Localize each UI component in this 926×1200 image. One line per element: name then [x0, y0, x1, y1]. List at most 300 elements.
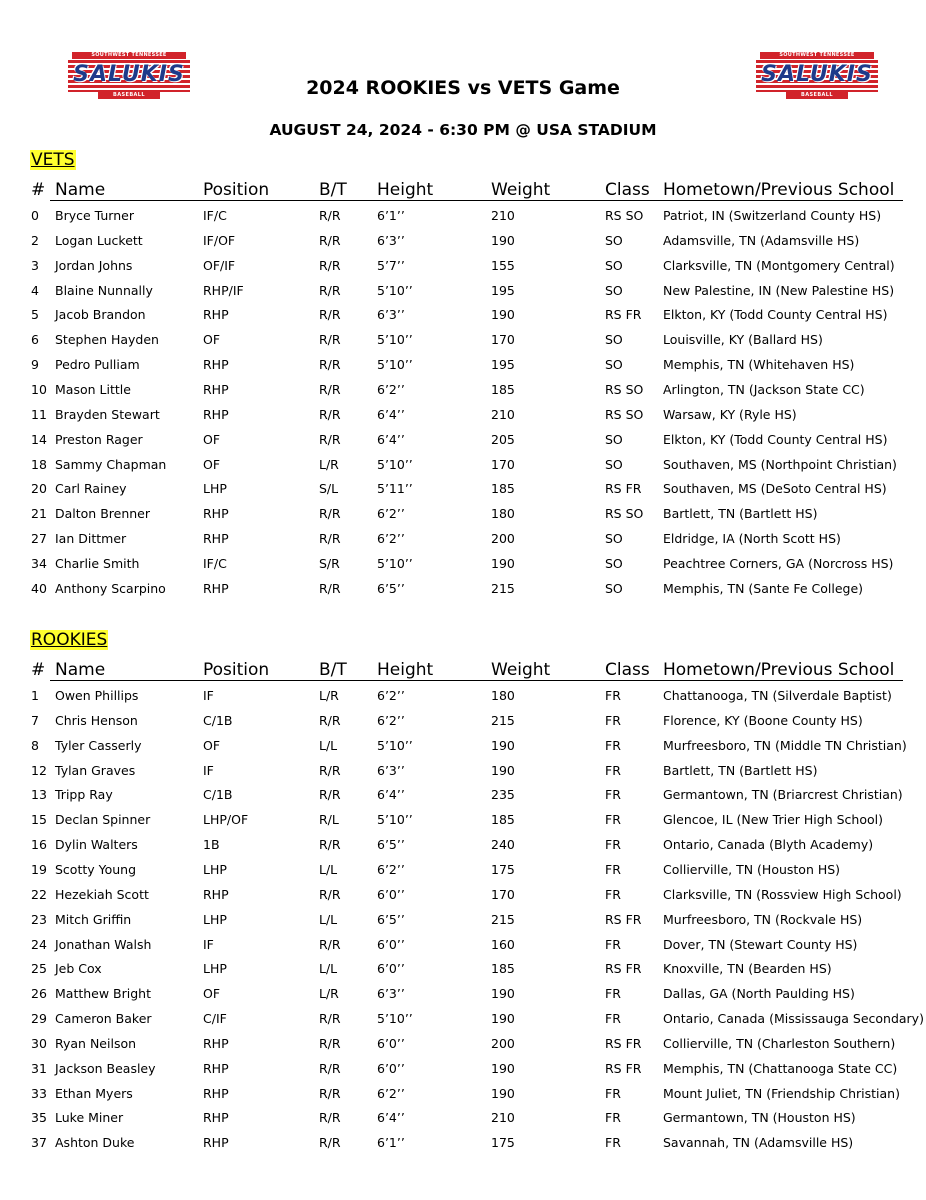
logo-arc-text: SOUTHWEST TENNESSEE — [72, 52, 186, 59]
table-row — [0, 208, 926, 228]
cell-wt: 190 — [491, 1060, 515, 1076]
cell-wt: 155 — [491, 257, 515, 273]
cell-home: Louisville, KY (Ballard HS) — [663, 332, 823, 348]
cell-wt: 170 — [491, 886, 515, 902]
cell-cls: SO — [605, 257, 623, 273]
cell-num: 22 — [31, 886, 47, 902]
cell-ht: 6’0’’ — [377, 886, 405, 902]
table-row — [0, 407, 926, 427]
cell-wt: 185 — [491, 381, 515, 397]
table-row — [0, 457, 926, 477]
table-row — [0, 506, 926, 526]
cell-ht: 5’10’’ — [377, 357, 413, 373]
cell-num: 31 — [31, 1060, 47, 1076]
cell-home: Murfreesboro, TN (Rockvale HS) — [663, 911, 863, 927]
cell-pos: IF/OF — [203, 232, 236, 248]
cell-num: 25 — [31, 961, 47, 977]
table-row — [0, 481, 926, 501]
cell-name: Jordan Johns — [55, 257, 133, 273]
cell-pos: RHP/IF — [203, 282, 244, 298]
cell-name: Jonathan Walsh — [55, 936, 152, 952]
cell-name: Pedro Pulliam — [55, 357, 140, 373]
cell-num: 6 — [31, 332, 39, 348]
cell-wt: 240 — [491, 837, 515, 853]
cell-home: Collierville, TN (Houston HS) — [663, 861, 841, 877]
cell-name: Jacob Brandon — [55, 307, 146, 323]
table-row — [0, 233, 926, 253]
cell-ht: 6’1’’ — [377, 208, 405, 223]
header-num: # — [31, 180, 46, 200]
cell-num: 14 — [31, 431, 47, 447]
cell-bt: R/R — [319, 762, 341, 778]
table-row — [0, 307, 926, 327]
cell-home: Southaven, MS (Northpoint Christian) — [663, 456, 897, 472]
header-position: Position — [203, 660, 270, 680]
cell-ht: 6’3’’ — [377, 762, 405, 778]
cell-cls: RS SO — [605, 406, 644, 422]
cell-wt: 190 — [491, 762, 515, 778]
cell-ht: 5’7’’ — [377, 257, 405, 273]
cell-ht: 5’11’’ — [377, 481, 413, 497]
cell-bt: R/R — [319, 886, 341, 902]
cell-ht: 6’2’’ — [377, 506, 405, 522]
cell-num: 40 — [31, 580, 47, 596]
cell-pos: RHP — [203, 357, 229, 373]
cell-bt: L/L — [319, 911, 338, 927]
table-row — [0, 986, 926, 1006]
cell-home: Clarksville, TN (Rossview High School) — [663, 886, 902, 902]
cell-num: 10 — [31, 381, 47, 397]
header-bt: B/T — [319, 660, 347, 680]
cell-cls: SO — [605, 282, 623, 298]
cell-pos: RHP — [203, 406, 229, 422]
table-row — [0, 357, 926, 377]
cell-pos: IF/C — [203, 208, 227, 223]
cell-pos: RHP — [203, 580, 229, 596]
table-row — [0, 837, 926, 857]
cell-home: Arlington, TN (Jackson State CC) — [663, 381, 865, 397]
cell-cls: SO — [605, 555, 623, 571]
header-home: Hometown/Previous School — [663, 660, 895, 680]
cell-cls: FR — [605, 1085, 621, 1101]
cell-bt: S/L — [319, 481, 339, 497]
cell-pos: LHP — [203, 961, 227, 977]
cell-name: Logan Luckett — [55, 232, 143, 248]
cell-cls: RS FR — [605, 961, 642, 977]
cell-name: Anthony Scarpino — [55, 580, 166, 596]
cell-bt: R/R — [319, 787, 341, 803]
table-row — [0, 1086, 926, 1106]
cell-num: 34 — [31, 555, 47, 571]
cell-name: Matthew Bright — [55, 986, 152, 1002]
cell-home: Germantown, TN (Houston HS) — [663, 1110, 856, 1126]
cell-wt: 210 — [491, 208, 515, 223]
cell-name: Dylin Walters — [55, 837, 138, 853]
cell-pos: OF — [203, 431, 221, 447]
cell-ht: 6’5’’ — [377, 837, 405, 853]
cell-home: Memphis, TN (Sante Fe College) — [663, 580, 864, 596]
cell-bt: R/R — [319, 406, 341, 422]
cell-home: Bartlett, TN (Bartlett HS) — [663, 762, 818, 778]
cell-wt: 210 — [491, 406, 515, 422]
cell-home: Elkton, KY (Todd County Central HS) — [663, 307, 888, 323]
cell-wt: 180 — [491, 688, 515, 703]
table-row — [0, 1135, 926, 1155]
cell-cls: RS FR — [605, 307, 642, 323]
cell-name: Carl Rainey — [55, 481, 127, 497]
cell-name: Ashton Duke — [55, 1135, 135, 1151]
cell-num: 27 — [31, 531, 47, 547]
cell-cls: SO — [605, 332, 623, 348]
cell-pos: IF — [203, 936, 214, 952]
cell-home: Eldridge, IA (North Scott HS) — [663, 531, 841, 547]
cell-name: Bryce Turner — [55, 208, 134, 223]
cell-num: 20 — [31, 481, 47, 497]
cell-num: 1 — [31, 688, 39, 703]
cell-home: Peachtree Corners, GA (Norcross HS) — [663, 555, 894, 571]
cell-wt: 215 — [491, 911, 515, 927]
cell-ht: 5’10’’ — [377, 456, 413, 472]
cell-name: Blaine Nunnally — [55, 282, 153, 298]
header-num: # — [31, 660, 46, 680]
table-header-rookies — [0, 660, 926, 682]
table-row — [0, 1036, 926, 1056]
cell-name: Cameron Baker — [55, 1011, 152, 1027]
cell-cls: SO — [605, 232, 623, 248]
page-title: 2024 ROOKIES vs VETS Game — [306, 77, 620, 99]
cell-bt: R/R — [319, 357, 341, 373]
cell-pos: OF — [203, 737, 221, 753]
cell-wt: 185 — [491, 812, 515, 828]
cell-name: Tylan Graves — [55, 762, 136, 778]
cell-ht: 6’0’’ — [377, 1035, 405, 1051]
cell-bt: L/L — [319, 737, 338, 753]
cell-name: Mitch Griffin — [55, 911, 132, 927]
cell-num: 3 — [31, 257, 39, 273]
table-row — [0, 812, 926, 832]
cell-ht: 5’10’’ — [377, 1011, 413, 1027]
cell-pos: RHP — [203, 1085, 229, 1101]
cell-cls: FR — [605, 762, 621, 778]
cell-bt: R/R — [319, 381, 341, 397]
cell-pos: OF — [203, 986, 221, 1002]
cell-cls: FR — [605, 812, 621, 828]
table-row — [0, 887, 926, 907]
table-row — [0, 556, 926, 576]
cell-pos: OF — [203, 332, 221, 348]
cell-wt: 190 — [491, 555, 515, 571]
cell-bt: R/R — [319, 580, 341, 596]
cell-pos: RHP — [203, 307, 229, 323]
cell-home: Ontario, Canada (Blyth Academy) — [663, 837, 874, 853]
cell-home: Murfreesboro, TN (Middle TN Christian) — [663, 737, 907, 753]
cell-wt: 185 — [491, 961, 515, 977]
cell-name: Stephen Hayden — [55, 332, 159, 348]
cell-pos: C/1B — [203, 787, 233, 803]
cell-home: Warsaw, KY (Ryle HS) — [663, 406, 797, 422]
cell-ht: 6’3’’ — [377, 307, 405, 323]
cell-cls: RS SO — [605, 381, 644, 397]
cell-wt: 200 — [491, 1035, 515, 1051]
cell-pos: C/1B — [203, 712, 233, 728]
cell-wt: 210 — [491, 1110, 515, 1126]
header-weight: Weight — [491, 180, 551, 200]
cell-num: 8 — [31, 737, 39, 753]
cell-bt: R/R — [319, 332, 341, 348]
cell-bt: L/R — [319, 688, 339, 703]
cell-wt: 190 — [491, 232, 515, 248]
cell-bt: R/R — [319, 531, 341, 547]
cell-name: Brayden Stewart — [55, 406, 160, 422]
cell-wt: 190 — [491, 986, 515, 1002]
cell-cls: SO — [605, 531, 623, 547]
cell-cls: FR — [605, 886, 621, 902]
cell-num: 0 — [31, 208, 39, 223]
cell-name: Ethan Myers — [55, 1085, 133, 1101]
cell-name: Ian Dittmer — [55, 531, 127, 547]
cell-home-wrap — [663, 1011, 924, 1026]
cell-ht: 6’2’’ — [377, 861, 405, 877]
cell-bt: R/R — [319, 208, 341, 223]
cell-num: 15 — [31, 812, 47, 828]
header-position: Position — [203, 180, 270, 200]
cell-bt: R/R — [319, 282, 341, 298]
table-row — [0, 382, 926, 402]
cell-pos: RHP — [203, 886, 229, 902]
cell-name: Luke Miner — [55, 1110, 124, 1126]
table-row — [0, 332, 926, 352]
cell-home: New Palestine, IN (New Palestine HS) — [663, 282, 895, 298]
cell-cls: RS SO — [605, 208, 644, 223]
cell-ht: 6’3’’ — [377, 986, 405, 1002]
cell-wt: 195 — [491, 357, 515, 373]
table-row — [0, 961, 926, 981]
cell-home: Germantown, TN (Briarcrest Christian) — [663, 787, 903, 803]
cell-home: Adamsville, TN (Adamsville HS) — [663, 232, 860, 248]
cell-num: 30 — [31, 1035, 47, 1051]
cell-pos: RHP — [203, 506, 229, 522]
header-class: Class — [605, 660, 650, 680]
cell-ht: 6’2’’ — [377, 688, 405, 703]
cell-pos: RHP — [203, 381, 229, 397]
cell-name: Charlie Smith — [55, 555, 140, 571]
cell-wt: 190 — [491, 737, 515, 753]
cell-cls: FR — [605, 1110, 621, 1126]
table-row — [0, 432, 926, 452]
cell-ht: 5’10’’ — [377, 555, 413, 571]
cell-num: 35 — [31, 1110, 47, 1126]
table-row — [0, 581, 926, 601]
cell-cls: RS FR — [605, 1035, 642, 1051]
cell-ht: 6’4’’ — [377, 431, 405, 447]
cell-wt: 205 — [491, 431, 515, 447]
cell-bt: R/R — [319, 431, 341, 447]
cell-bt: R/R — [319, 1035, 341, 1051]
table-row — [0, 713, 926, 733]
logo-word: SALUKIS — [73, 62, 185, 87]
cell-num: 37 — [31, 1135, 47, 1151]
cell-cls: RS FR — [605, 911, 642, 927]
cell-num: 9 — [31, 357, 39, 373]
header-height: Height — [377, 180, 434, 200]
cell-pos: RHP — [203, 1110, 229, 1126]
cell-cls: FR — [605, 1011, 621, 1027]
cell-num: 24 — [31, 936, 47, 952]
cell-name: Preston Rager — [55, 431, 143, 447]
cell-ht: 6’0’’ — [377, 961, 405, 977]
cell-bt: R/R — [319, 1135, 341, 1151]
cell-wt: 175 — [491, 1135, 515, 1151]
cell-cls: FR — [605, 688, 621, 703]
cell-ht: 5’10’’ — [377, 812, 413, 828]
table-row — [0, 763, 926, 783]
cell-wt: 195 — [491, 282, 515, 298]
cell-cls: RS FR — [605, 481, 642, 497]
cell-name: Ryan Neilson — [55, 1035, 137, 1051]
cell-home: Bartlett, TN (Bartlett HS) — [663, 506, 818, 522]
cell-home: Memphis, TN (Chattanooga State CC) — [663, 1060, 898, 1076]
cell-home: Southaven, MS (DeSoto Central HS) — [663, 481, 887, 497]
header-bt: B/T — [319, 180, 347, 200]
cell-cls: SO — [605, 456, 623, 472]
table-row — [0, 1110, 926, 1130]
cell-ht: 6’3’’ — [377, 232, 405, 248]
cell-bt: L/L — [319, 861, 338, 877]
cell-num: 26 — [31, 986, 47, 1002]
header-name: Name — [55, 660, 106, 680]
cell-home: Collierville, TN (Charleston Southern) — [663, 1035, 896, 1051]
table-row — [0, 787, 926, 807]
table-row — [0, 1011, 926, 1031]
cell-bt: R/R — [319, 1060, 341, 1076]
cell-bt: R/R — [319, 1011, 341, 1027]
header-class: Class — [605, 180, 650, 200]
logo-sub: BASEBALL — [786, 92, 848, 99]
cell-home: Mount Juliet, TN (Friendship Christian) — [663, 1085, 900, 1101]
cell-name: Mason Little — [55, 381, 131, 397]
cell-cls: FR — [605, 712, 621, 728]
table-header-vets — [0, 180, 926, 202]
cell-cls: SO — [605, 431, 623, 447]
cell-cls: FR — [605, 1135, 621, 1151]
cell-wt: 190 — [491, 307, 515, 323]
cell-pos: 1B — [203, 837, 220, 853]
cell-wt: 170 — [491, 456, 515, 472]
cell-wt: 215 — [491, 712, 515, 728]
cell-wt: 170 — [491, 332, 515, 348]
cell-pos: LHP/OF — [203, 812, 249, 828]
cell-cls: RS FR — [605, 1060, 642, 1076]
cell-pos: OF/IF — [203, 257, 236, 273]
cell-name: Chris Henson — [55, 712, 138, 728]
cell-bt: R/R — [319, 257, 341, 273]
cell-bt: R/R — [319, 712, 341, 728]
table-row — [0, 862, 926, 882]
cell-pos: RHP — [203, 1135, 229, 1151]
cell-num: 13 — [31, 787, 47, 803]
cell-name: Declan Spinner — [55, 812, 151, 828]
cell-bt: R/R — [319, 837, 341, 853]
table-row — [0, 283, 926, 303]
table-row — [0, 1061, 926, 1081]
cell-home: Ontario, Canada — [663, 1011, 766, 1027]
cell-name: Tyler Casserly — [55, 737, 142, 753]
cell-cls: FR — [605, 936, 621, 952]
cell-bt: R/R — [319, 1110, 341, 1126]
cell-bt: R/R — [319, 307, 341, 323]
cell-num: 16 — [31, 837, 47, 853]
cell-ht: 6’4’’ — [377, 406, 405, 422]
cell-num: 2 — [31, 232, 39, 248]
logo-sub: BASEBALL — [98, 92, 160, 99]
cell-bt: L/L — [319, 961, 338, 977]
logo-arc-text: SOUTHWEST TENNESSEE — [760, 52, 874, 59]
cell-ht: 6’0’’ — [377, 1060, 405, 1076]
cell-num: 11 — [31, 406, 47, 422]
cell-cls: FR — [605, 986, 621, 1002]
cell-ht: 6’2’’ — [377, 1085, 405, 1101]
cell-bt: L/R — [319, 986, 339, 1002]
cell-bt: R/R — [319, 936, 341, 952]
cell-home: Glencoe, IL (New Trier High School) — [663, 812, 883, 828]
cell-wt: 185 — [491, 481, 515, 497]
cell-wt: 190 — [491, 1011, 515, 1027]
cell-name: Jackson Beasley — [55, 1060, 156, 1076]
cell-pos: RHP — [203, 1035, 229, 1051]
cell-name: Jeb Cox — [55, 961, 102, 977]
cell-bt: R/R — [319, 232, 341, 248]
header-weight: Weight — [491, 660, 551, 680]
cell-bt: L/R — [319, 456, 339, 472]
cell-ht: 5’10’’ — [377, 332, 413, 348]
cell-home: Knoxville, TN (Bearden HS) — [663, 961, 832, 977]
cell-pos: OF — [203, 456, 221, 472]
cell-name: Owen Phillips — [55, 688, 139, 703]
cell-ht: 6’4’’ — [377, 787, 405, 803]
section-label-rookies: ROOKIES — [31, 630, 108, 650]
cell-pos: LHP — [203, 481, 227, 497]
cell-home: Memphis, TN (Whitehaven HS) — [663, 357, 855, 373]
cell-wt: 190 — [491, 1085, 515, 1101]
cell-wt: 160 — [491, 936, 515, 952]
cell-num: 23 — [31, 911, 47, 927]
cell-cls: FR — [605, 861, 621, 877]
table-row — [0, 531, 926, 551]
cell-num: 21 — [31, 506, 47, 522]
cell-wt: 235 — [491, 787, 515, 803]
cell-bt: R/L — [319, 812, 339, 828]
cell-wt: 215 — [491, 580, 515, 596]
cell-name: Dalton Brenner — [55, 506, 151, 522]
cell-home: Dover, TN (Stewart County HS) — [663, 936, 858, 952]
page-subtitle: AUGUST 24, 2024 - 6:30 PM @ USA STADIUM — [269, 121, 657, 139]
cell-ht: 6’2’’ — [377, 712, 405, 728]
logo-word: SALUKIS — [761, 62, 873, 87]
table-row — [0, 912, 926, 932]
cell-num: 4 — [31, 282, 39, 298]
cell-wt: 175 — [491, 861, 515, 877]
cell-ht: 6’0’’ — [377, 936, 405, 952]
cell-ht: 6’2’’ — [377, 381, 405, 397]
table-row — [0, 258, 926, 278]
cell-ht: 6’5’’ — [377, 911, 405, 927]
cell-name: Sammy Chapman — [55, 456, 167, 472]
cell-ht: 5’10’’ — [377, 737, 413, 753]
cell-num: 29 — [31, 1011, 47, 1027]
cell-home: Chattanooga, TN (Silverdale Baptist) — [663, 688, 892, 703]
table-row — [0, 937, 926, 957]
section-label-vets: VETS — [31, 150, 75, 170]
